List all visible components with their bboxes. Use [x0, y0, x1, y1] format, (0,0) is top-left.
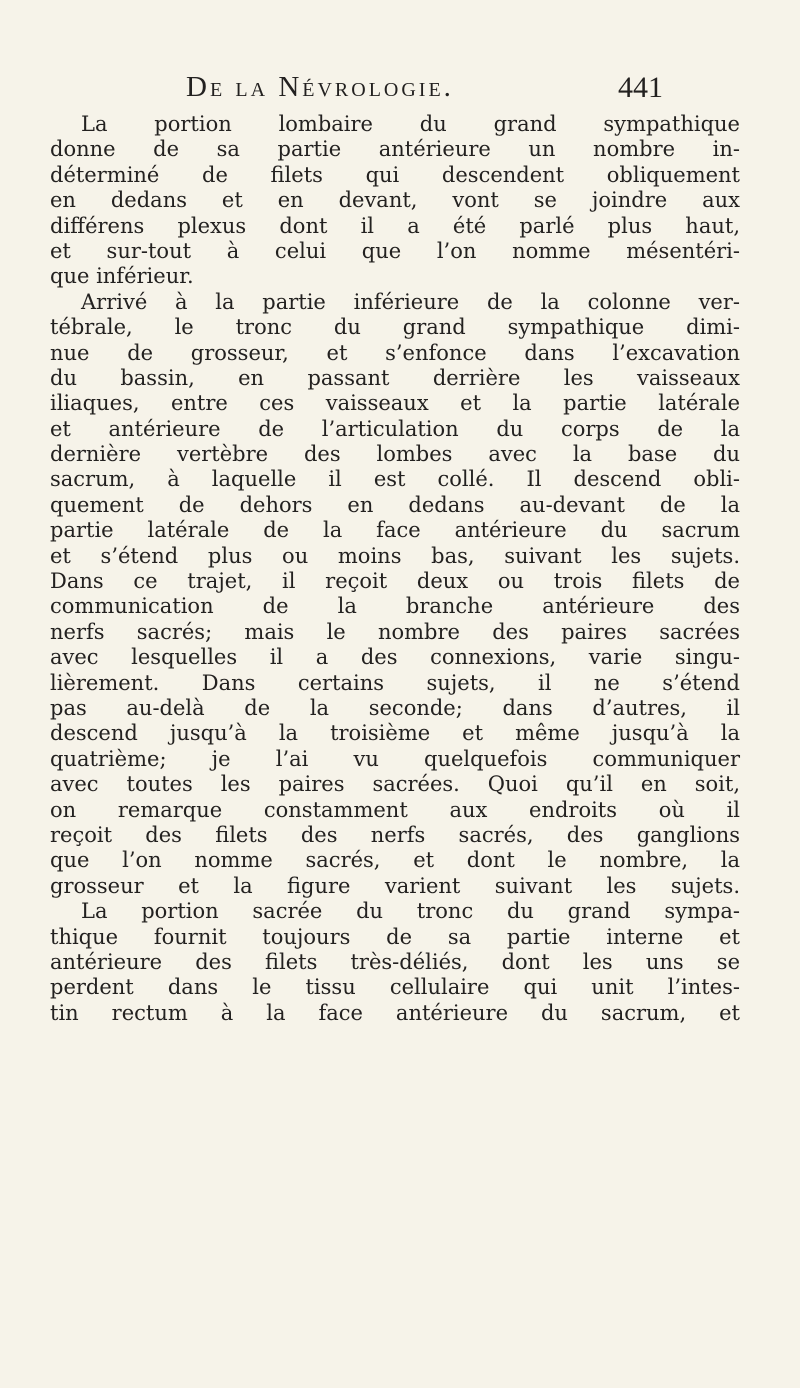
text-line: que inférieur.	[50, 264, 194, 289]
text-line: Arrivé à la partie inférieure de la colonne ver-	[81, 289, 740, 314]
text-line: déterminé de filets qui descendent obliquement	[50, 162, 740, 187]
text-line: on remarque constamment aux endroits où il	[50, 797, 740, 822]
text-line: La portion lombaire du grand sympathique	[81, 112, 740, 136]
text-line: descend jusqu’à la troisième et même jusqu’à la	[50, 721, 740, 746]
text-line: avec toutes les paires sacrées. Quoi qu’il en soit,	[50, 772, 740, 797]
text-line: reçoit des filets des nerfs sacrés, des ganglions	[50, 822, 740, 847]
text-line: pas au-delà de la seconde; dans d’autres, il	[50, 695, 740, 720]
text-line: La portion sacrée du tronc du grand sympa-	[81, 899, 740, 924]
text-line: tébrale, le tronc du grand sympathique dimi-	[50, 315, 740, 340]
text-line: et sur-tout à celui que l’on nomme mésentéri-	[50, 238, 740, 263]
text-line: communication de la branche antérieure des	[50, 594, 740, 619]
text-line: partie latérale de la face antérieure du sacrum	[50, 518, 740, 543]
text-line: et antérieure de l’articulation du corps de la	[50, 416, 740, 441]
text-line: dernière vertèbre des lombes avec la base du	[50, 442, 740, 467]
text-line: tin rectum à la face antérieure du sacrum, et	[50, 1000, 740, 1025]
running-title: De la Névrologie.	[186, 71, 454, 103]
text-line: différens plexus dont il a été parlé plus haut,	[50, 213, 740, 238]
text-line: thique fournit toujours de sa partie interne et	[50, 924, 740, 949]
text-line: du bassin, en passant derrière les vaisseaux	[50, 365, 740, 390]
text-line: sacrum, à laquelle il est collé. Il descend obli-	[50, 467, 740, 492]
text-line: iliaques, entre ces vaisseaux et la partie latérale	[50, 391, 740, 416]
text-line: nerfs sacrés; mais le nombre des paires sacrées	[50, 619, 740, 644]
body-text	[50, 112, 740, 1026]
text-line: grosseur et la figure varient suivant les sujets.	[50, 873, 740, 898]
text-line: quatrième; je l’ai vu quelquefois communiquer	[50, 746, 740, 771]
text-line: avec lesquelles il a des connexions, varie singu-	[50, 645, 740, 670]
text-line: nue de grosseur, et s’enfonce dans l’excavation	[50, 340, 740, 365]
text-line: perdent dans le tissu cellulaire qui unit l’intes-	[50, 975, 740, 1000]
text-line: lièrement. Dans certains sujets, il ne s’étend	[50, 670, 740, 695]
text-line: et s’étend plus ou moins bas, suivant les sujets.	[50, 543, 740, 568]
text-line: en dedans et en devant, vont se joindre aux	[50, 188, 740, 213]
text-line: quement de dehors en dedans au-devant de la	[50, 492, 740, 517]
running-header	[186, 71, 726, 111]
text-line: Dans ce trajet, il reçoit deux ou trois filets de	[50, 569, 740, 594]
text-line: antérieure des filets très-déliés, dont les uns se	[50, 949, 740, 974]
text-line: donne de sa partie antérieure un nombre in-	[50, 137, 740, 162]
page-number: 441	[618, 71, 663, 104]
text-line: que l’on nomme sacrés, et dont le nombre, la	[50, 848, 740, 873]
